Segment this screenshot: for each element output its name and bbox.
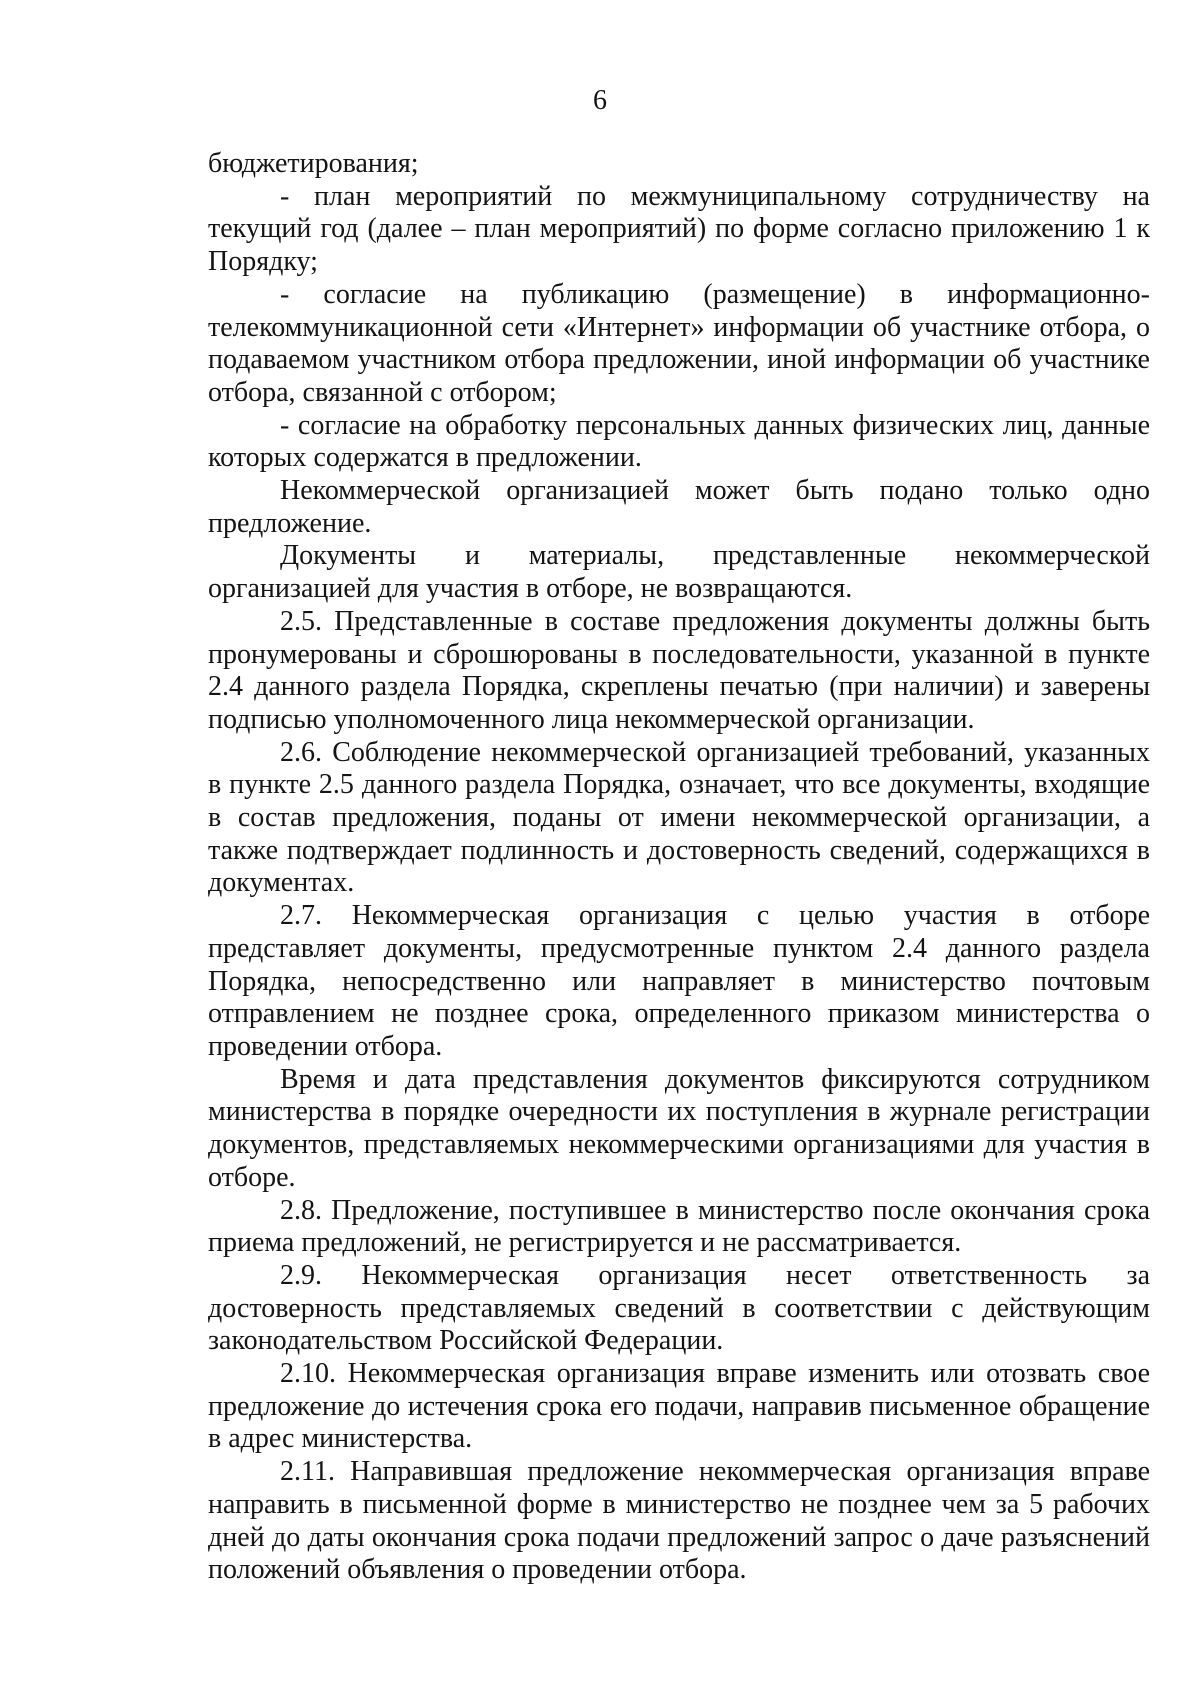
- paragraph-registration-time: Время и дата представления документов фиксируются сотрудником министерства в порядке очередности их поступления в журнале регистрации документов, представляемых некоммерческими организациями для участия в отборе.: [208, 1063, 1150, 1193]
- paragraph-documents-not-returned: Документы и материалы, представленные некоммерческой организацией для участия в отборе, не возвращаются.: [208, 540, 1150, 605]
- document-body: [208, 148, 1150, 1587]
- list-item-action-plan: - план мероприятий по межмуниципальному сотрудничеству на текущий год (далее – план мероприятий) по форме согласно приложению 1 к Порядку;: [208, 180, 1150, 278]
- clause-2-7: 2.7. Некоммерческая организация с целью участия в отборе представляет документы, предусмотренные пунктом 2.4 данного раздела Порядка, непосредственно или направляет в министерство почтовым отправлением не позднее срока, определенного приказом министерства о проведении отбора.: [208, 900, 1150, 1062]
- list-item-personal-data-consent: - согласие на обработку персональных данных физических лиц, данные которых содержатся в предложении.: [208, 409, 1150, 474]
- list-item-publication-consent: - согласие на публикацию (размещение) в информационно-телекоммуникационной сети «Интернет» информации об участнике отбора, о подаваемом участником отбора предложении, иной информации об участнике отбора, связанной с отбором;: [208, 278, 1150, 408]
- paragraph-single-proposal: Некоммерческой организацией может быть подано только одно предложение.: [208, 475, 1150, 539]
- clause-2-6: 2.6. Соблюдение некоммерческой организацией требований, указанных в пункте 2.5 данного раздела Порядка, означает, что все документы, входящие в состав предложения, поданы от имени некоммерческой организации, а также подтверждает подлинность и достоверность сведений, содержащихся в документах.: [208, 736, 1150, 899]
- clause-2-9: 2.9. Некоммерческая организация несет ответственность за достоверность представляемых сведений в соответствии с действующим законодательством Российской Федерации.: [208, 1259, 1150, 1357]
- clause-2-11: 2.11. Направившая предложение некоммерческая организация вправе направить в письменной форме в министерство не позднее чем за 5 рабочих дней до даты окончания срока подачи предложений запрос о даче разъяснений положений объявления о проведении отбора.: [208, 1456, 1150, 1586]
- page-number: 6: [593, 85, 607, 116]
- clause-2-8: 2.8. Предложение, поступившее в министерство после окончания срока приема предложений, не регистрируется и не рассматривается.: [208, 1194, 1150, 1259]
- paragraph-continuation: бюджетирования;: [208, 148, 419, 179]
- clause-2-5: 2.5. Представленные в составе предложения документы должны быть пронумерованы и сброшюрованы в последовательности, указанной в пункте 2.4 данного раздела Порядка, скреплены печатью (при наличии) и заверены подписью уполномоченного лица некоммерческой организации.: [208, 605, 1150, 735]
- clause-2-10: 2.10. Некоммерческая организация вправе изменить или отозвать свое предложение до истечения срока его подачи, направив письменное обращение в адрес министерства.: [208, 1358, 1150, 1455]
